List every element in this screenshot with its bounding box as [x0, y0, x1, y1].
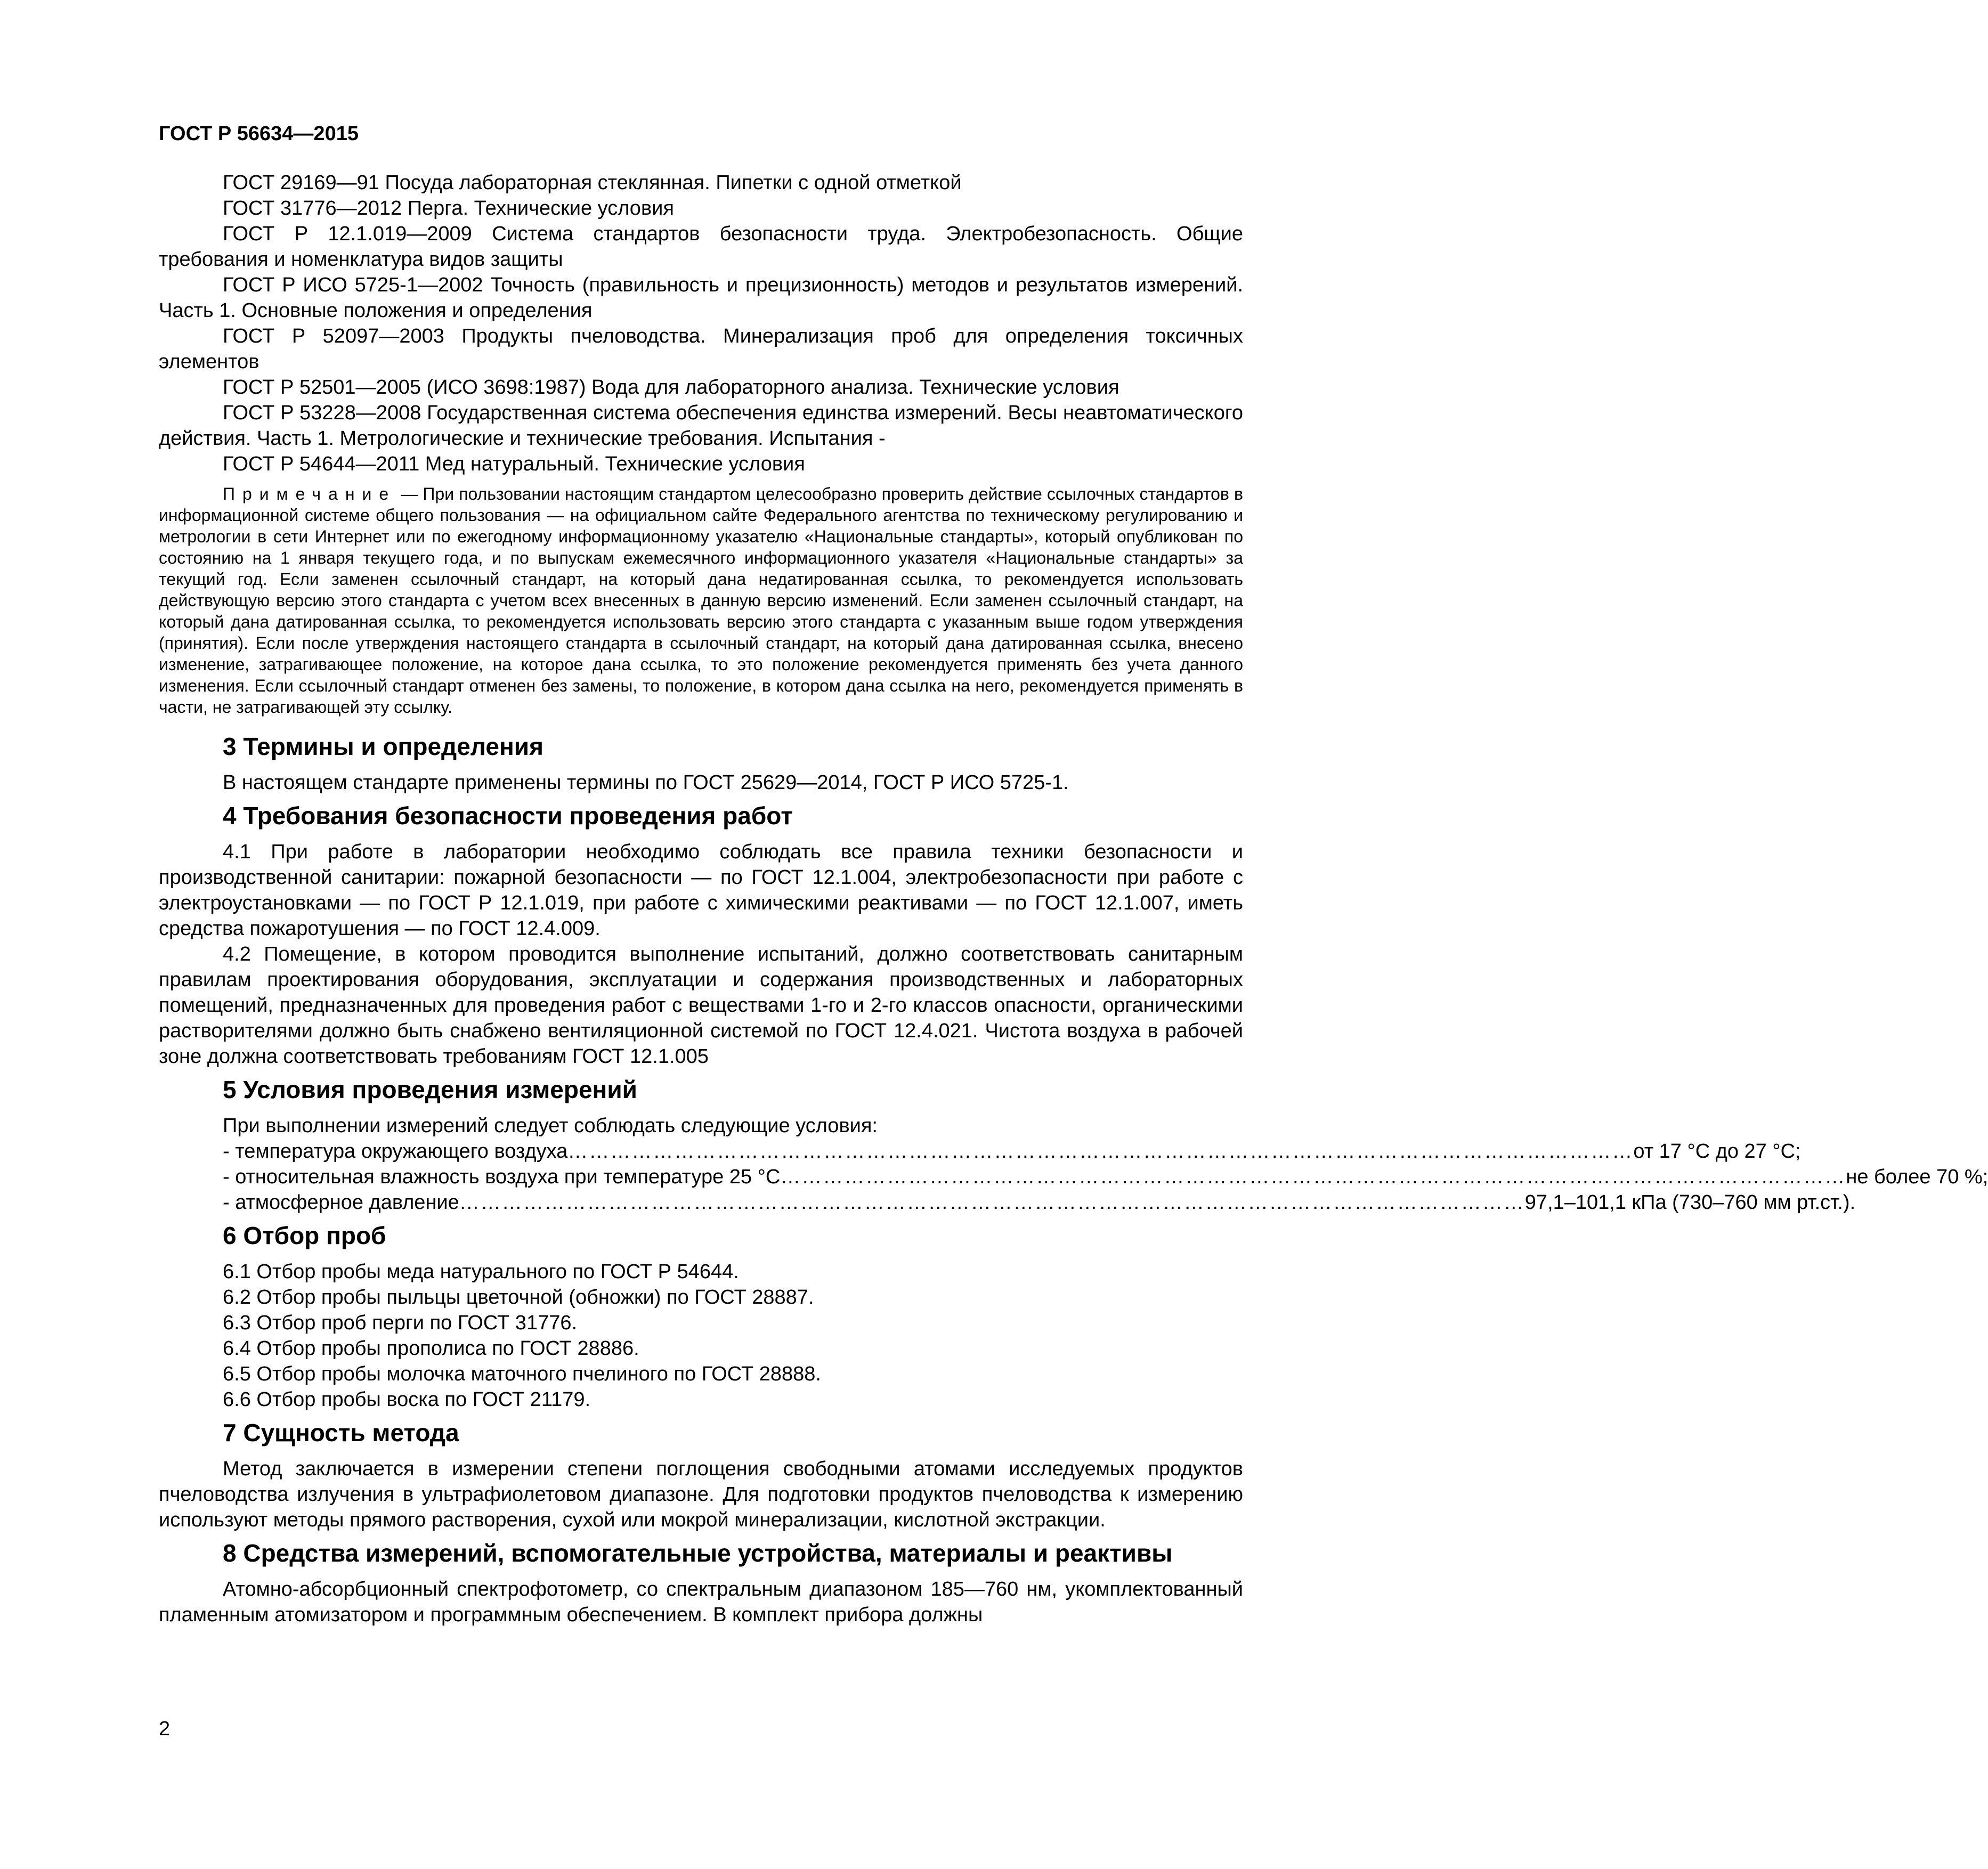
condition-label: - температура окружающего воздуха — [223, 1140, 568, 1163]
condition-label: - относительная влажность воздуха при температуре 25 °С — [223, 1166, 781, 1188]
note-label: Примечание — [223, 484, 396, 503]
references-list — [159, 170, 1243, 477]
reference-item: ГОСТ Р 54644—2011 Мед натуральный. Технические условия — [223, 453, 805, 475]
leader-dots: …………………………………………………………………………………………………………………………………… — [459, 1191, 1525, 1214]
reference-item: ГОСТ Р 12.1.019—2009 Система стандартов безопасности труда. Электробезопасность. Общие требования и номенклатура видов защиты — [159, 223, 1243, 271]
reference-item: ГОСТ Р 52097—2003 Продукты пчеловодства. Минерализация проб для определения токсичных элементов — [159, 325, 1243, 373]
condition-value: 97,1–101,1 кПа (730–760 мм рт.ст.). — [1524, 1191, 1856, 1214]
page-number: 2 — [159, 1718, 171, 1740]
list-item: 6.6 Отбор пробы воска по ГОСТ 21179. — [223, 1388, 591, 1411]
reference-item: ГОСТ Р 52501—2005 (ИСО 3698:1987) Вода для лабораторного анализа. Технические условия — [223, 376, 1119, 399]
note-block — [159, 483, 1243, 718]
section-4-title: 4 Требования безопасности проведения работ — [223, 802, 793, 830]
sampling-list — [159, 1259, 1243, 1412]
condition-row — [159, 1164, 1988, 1190]
list-item: 6.3 Отбор проб перги по ГОСТ 31776. — [223, 1312, 578, 1334]
reference-item: ГОСТ 31776—2012 Перга. Технические условия — [223, 197, 674, 220]
list-item: 6.4 Отбор пробы прополиса по ГОСТ 28886. — [223, 1337, 639, 1360]
list-item: 6.1 Отбор пробы меда натурального по ГОСТ Р 54644. — [223, 1261, 739, 1283]
reference-item: ГОСТ Р ИСО 5725-1—2002 Точность (правильность и прецизионность) методов и результатов измерений. Часть 1. Основные положения и определения — [159, 274, 1243, 322]
list-item: 6.5 Отбор пробы молочка маточного пчелиного по ГОСТ 28888. — [223, 1363, 821, 1385]
condition-value: не более 70 %; — [1846, 1166, 1988, 1188]
section-3-text: В настоящем стандарте применены термины по ГОСТ 25629—2014, ГОСТ Р ИСО 5725-1. — [223, 771, 1069, 794]
leader-dots: …………………………………………………………………………………………………………………………………… — [780, 1166, 1846, 1188]
condition-label: - атмосферное давление — [223, 1191, 459, 1214]
section-3-title: 3 Термины и определения — [223, 733, 543, 760]
reference-item: ГОСТ Р 53228—2008 Государственная система обеспечения единства измерений. Весы неавтоматического действия. Часть 1. Метрологические и технические требования. Испытания - — [159, 402, 1243, 450]
document-header: ГОСТ Р 56634—2015 — [159, 123, 359, 145]
section-8-text: Атомно-абсорбционный спектрофотометр, со спектральным диапазоном 185—760 нм, укомплектованный пламенным атомизатором и программным обеспечением. В комплект прибора должны — [159, 1578, 1243, 1626]
section-6-title: 6 Отбор проб — [223, 1222, 386, 1249]
page-body — [159, 123, 1988, 1628]
list-item: 6.2 Отбор пробы пыльцы цветочной (обножки) по ГОСТ 28887. — [223, 1286, 814, 1309]
section-5-title: 5 Условия проведения измерений — [223, 1076, 637, 1103]
section-7-text: Метод заключается в измерении степени поглощения свободными атомами исследуемых продуктов пчеловодства излучения в ультрафиолетовом диапазоне. Для подготовки продуктов пчеловодства к измерению используют методы прямого растворения, сухой или мокрой минерализации, кислотной экстракции. — [159, 1458, 1243, 1531]
leader-dots: …………………………………………………………………………………………………………………………………… — [567, 1140, 1634, 1163]
condition-row — [159, 1190, 1856, 1215]
section-7-title: 7 Сущность метода — [223, 1419, 459, 1447]
section-4-paragraph-2: 4.2 Помещение, в котором проводится выполнение испытаний, должно соответствовать санитарным правилам проектирования оборудования, эксплуатации и содержания производственных и лабораторных помещений, предназначенных для проведения работ с веществами 1-го и 2-го классов опасности, органическими растворителями должно быть снабжено вентиляционной системой по ГОСТ 12.4.021. Чистота воздуха в рабочей зоне должна соответствовать требованиям ГОСТ 12.1.005 — [159, 943, 1243, 1068]
section-5-intro: При выполнении измерений следует соблюдать следующие условия: — [223, 1115, 878, 1137]
condition-row — [159, 1139, 1801, 1164]
section-8-title: 8 Средства измерений, вспомогательные устройства, материалы и реактивы — [223, 1539, 1173, 1567]
note-text: — При пользовании настоящим стандартом целесообразно проверить действие ссылочных стандартов в информационной системе общего пользования — на официальном сайте Федерального агентства по техническому регулированию и метрологии в сети Интернет или по ежегодному информационному указателю «Национальные стандарты», который опубликован по состоянию на 1 января текущего года, и по выпускам ежемесячного информационного указателя «Национальные стандарты» за текущий год. Если заменен ссылочный стандарт, на который дана недатированная ссылка, то рекомендуется использовать действующую версию этого стандарта с учетом всех внесенных в данную версию изменений. Если заменен ссылочный стандарт, на который дана датированная ссылка, то рекомендуется использовать версию этого стандарта с указанным выше годом утверждения (принятия). Если после утверждения настоящего стандарта в ссылочный стандарт, на который дана датированная ссылка, внесено изменение, затрагивающее положение, на которое дана ссылка, то это положение рекомендуется применять без учета данного изменения. Если ссылочный стандарт отменен без замены, то положение, в котором дана ссылка на него, рекомендуется применять в части, не затрагивающей эту ссылку. — [159, 484, 1244, 717]
section-4-paragraph-1: 4.1 При работе в лаборатории необходимо соблюдать все правила техники безопасности и производственной санитарии: пожарной безопасности — по ГОСТ 12.1.004, электробезопасности при работе с электроустановками — по ГОСТ Р 12.1.019, при работе с химическими реактивами — по ГОСТ 12.1.007, иметь средства пожаротушения — по ГОСТ 12.4.009. — [159, 841, 1243, 940]
condition-value: от 17 °С до 27 °С; — [1633, 1140, 1801, 1163]
reference-item: ГОСТ 29169—91 Посуда лабораторная стеклянная. Пипетки с одной отметкой — [223, 172, 962, 194]
